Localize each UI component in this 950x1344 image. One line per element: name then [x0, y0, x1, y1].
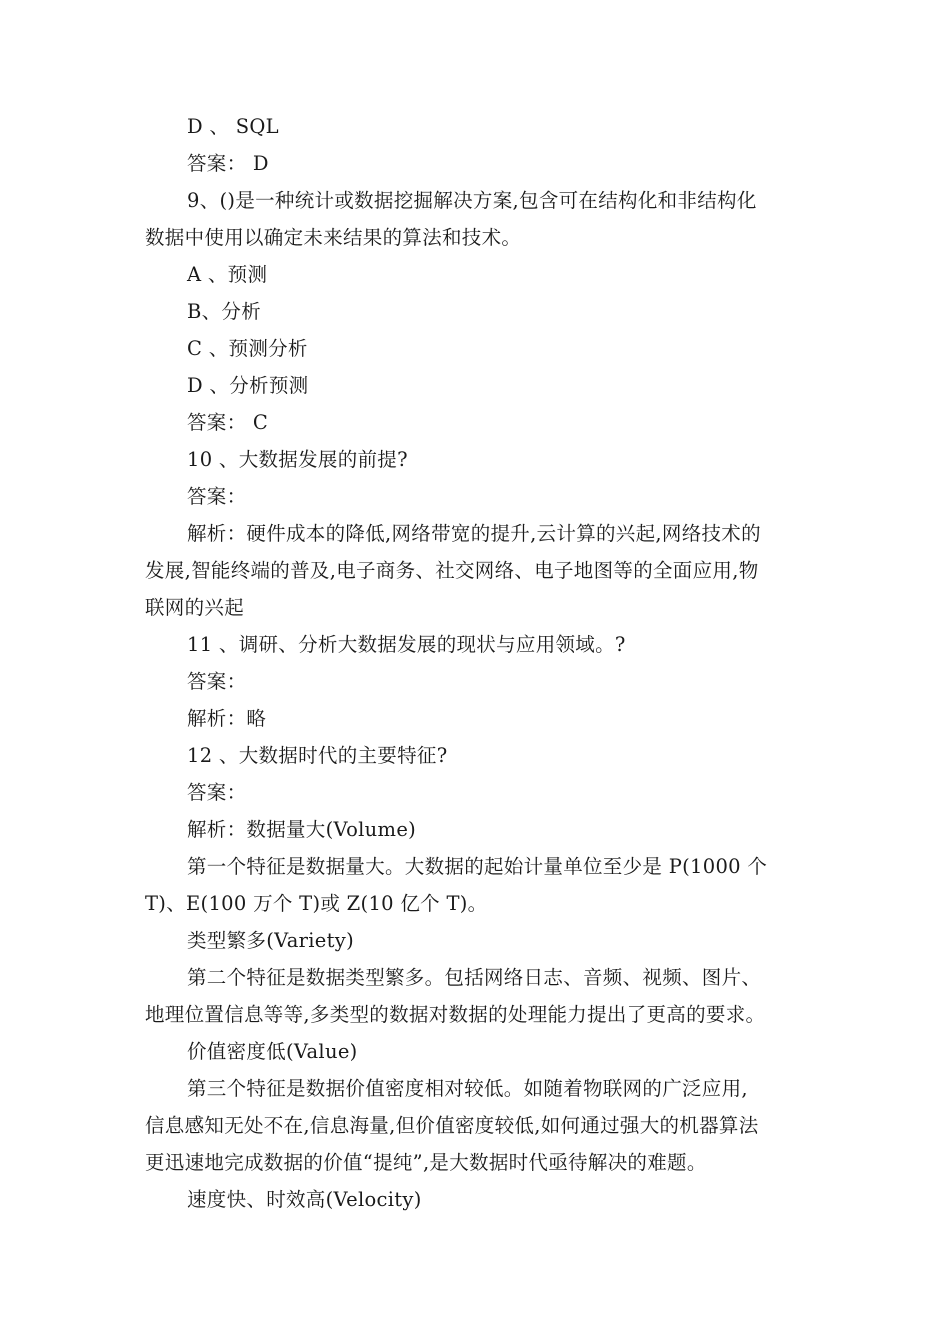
text-line: 第三个特征是数据价值密度相对较低。如随着物联网的广泛应用, [187, 1077, 748, 1100]
text-line: 价值密度低(Value) [187, 1040, 358, 1063]
text-line: 数据中使用以确定未来结果的算法和技术。 [145, 226, 522, 249]
text-line: 解析：硬件成本的降低,网络带宽的提升,云计算的兴起,网络技术的 [187, 522, 761, 545]
text-line: 解析：略 [187, 707, 267, 730]
text-line: 答案： D [187, 152, 269, 175]
text-line: 类型繁多(Variety) [187, 929, 354, 952]
text-line: 地理位置信息等等,多类型的数据对数据的处理能力提出了更高的要求。 [145, 1003, 766, 1026]
text-line: 信息感知无处不在,信息海量,但价值密度较低,如何通过强大的机器算法 [145, 1114, 759, 1137]
text-line: 第二个特征是数据类型繁多。包括网络日志、音频、视频、图片、 [187, 966, 762, 989]
text-line: 答案： [187, 670, 247, 693]
text-line: 发展,智能终端的普及,电子商务、社交网络、电子地图等的全面应用,物 [145, 559, 759, 582]
document-body [145, 108, 810, 1218]
text-line: 答案： [187, 485, 247, 508]
text-line: T)、E(100 万个 T)或 Z(10 亿个 T)。 [145, 892, 488, 915]
text-line: 9、()是一种统计或数据挖掘解决方案,包含可在结构化和非结构化 [187, 189, 757, 212]
text-line: C 、预测分析 [187, 337, 308, 360]
text-line: 答案： C [187, 411, 269, 434]
text-line: 速度快、时效高(Velocity) [187, 1188, 422, 1211]
text-line: 10 、大数据发展的前提? [187, 448, 408, 471]
text-line: 更迅速地完成数据的价值“提纯”,是大数据时代亟待解决的难题。 [145, 1151, 707, 1174]
text-line: 11 、调研、分析大数据发展的现状与应用领域。? [187, 633, 626, 656]
text-line: 第一个特征是数据量大。大数据的起始计量单位至少是 P(1000 个 [187, 855, 768, 878]
text-line: 解析：数据量大(Volume) [187, 818, 417, 841]
text-line: 联网的兴起 [145, 596, 245, 619]
text-line: 答案： [187, 781, 247, 804]
text-line: 12 、大数据时代的主要特征? [187, 744, 448, 767]
text-line: B、分析 [187, 300, 262, 323]
text-line: D 、 SQL [187, 115, 279, 138]
text-line: D 、分析预测 [187, 374, 309, 397]
text-line: A 、预测 [187, 263, 268, 286]
